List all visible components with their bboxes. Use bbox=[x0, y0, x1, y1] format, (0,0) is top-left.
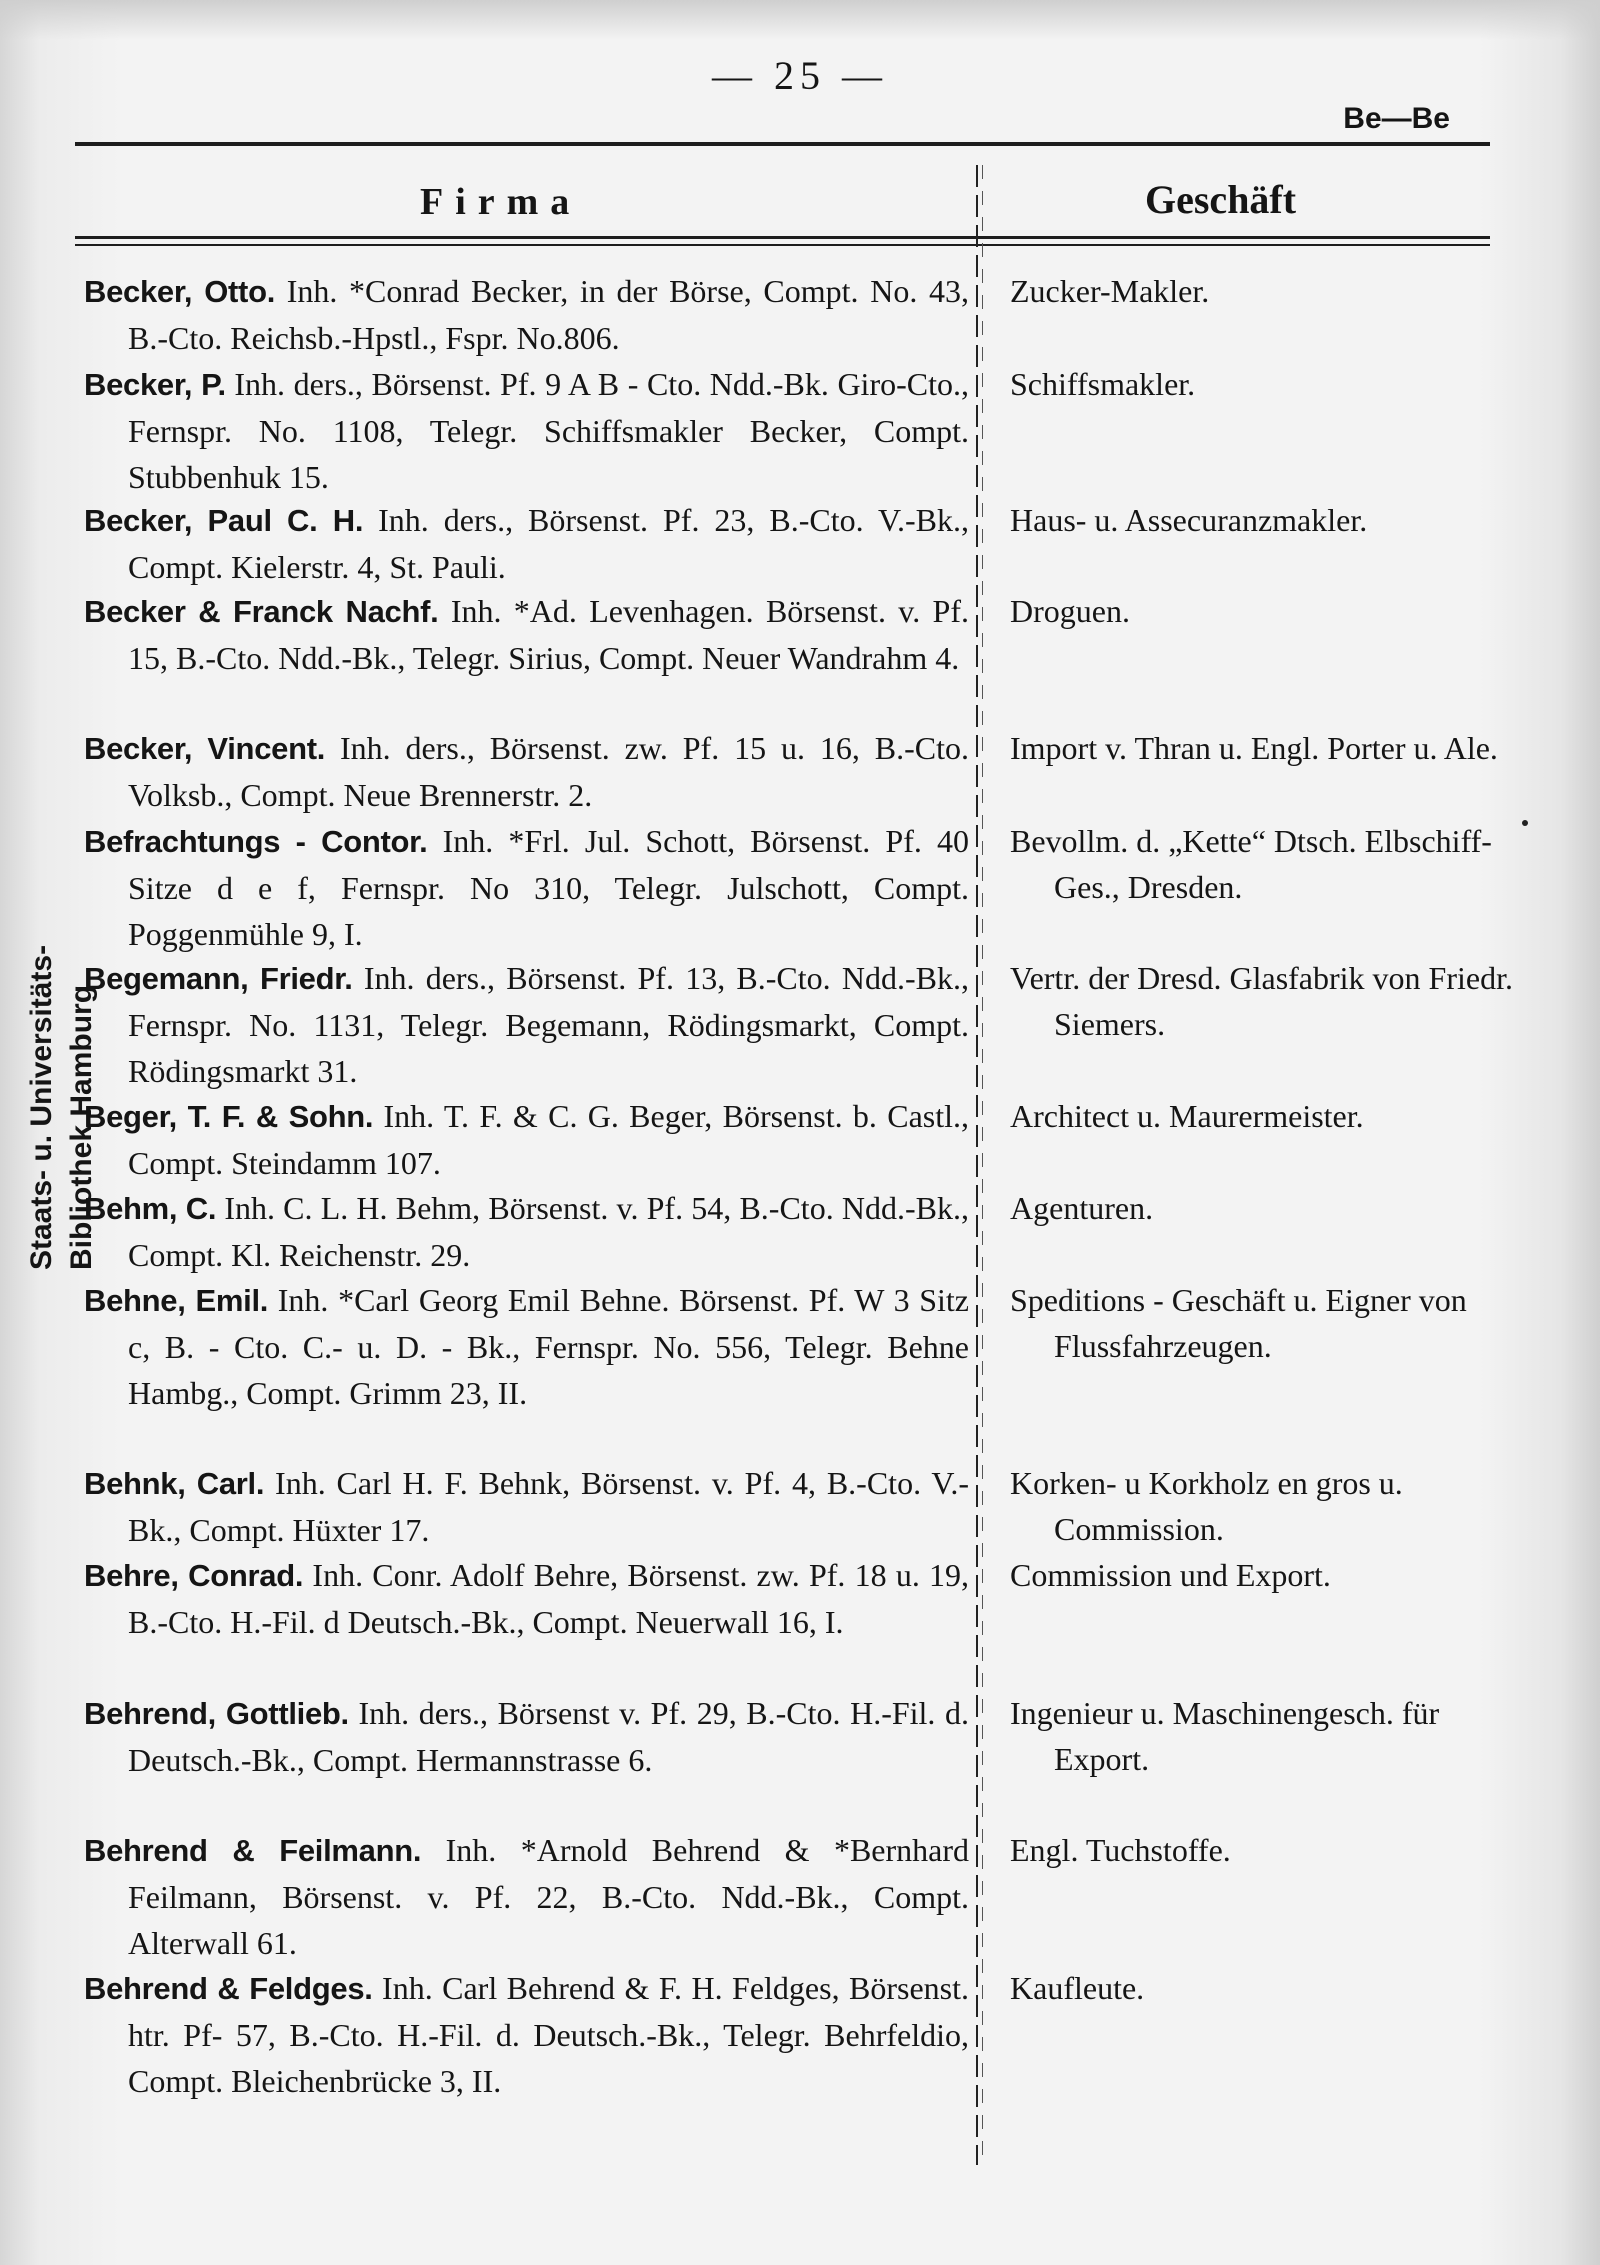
header-rule bbox=[75, 236, 1490, 239]
firm-cell bbox=[84, 1827, 969, 1966]
firm-details: Inh. C. L. H. Behm, Börsenst. v. Pf. 54, B.-Cto. Ndd.-Bk., Compt. Kl. Reichenstr. 29. bbox=[128, 1190, 969, 1273]
firm-name: Becker, P. bbox=[84, 367, 226, 402]
business-cell: Speditions - Geschäft u. Eigner von Flussfahrzeugen. bbox=[1010, 1282, 1467, 1364]
firm-name: Becker, Otto. bbox=[84, 274, 276, 309]
column-header-business: Geschäft bbox=[1145, 177, 1297, 222]
firm-cell bbox=[84, 818, 969, 957]
firm-cell bbox=[84, 497, 969, 590]
firm-details: Inh. ders., Börsenst v. Pf. 29, B.-Cto. H.-Fil. d. Deutsch.-Bk., Compt. Hermannstrasse 6. bbox=[128, 1695, 970, 1778]
firm-details: Inh. Carl Behrend & F. H. Feldges, Börsenst. htr. Pf- 57, B.-Cto. H.-Fil. d. Deutsch.-Bk., Telegr. Behrfeldio, Compt. Bleichenbrücke 3, II. bbox=[128, 1970, 970, 2099]
firm-cell bbox=[84, 1552, 969, 1645]
business-cell: Bevollm. d. „Kette“ Dtsch. Elbschiff-Ges., Dresden. bbox=[1010, 823, 1492, 905]
stamp-line-1: Staats- u. Universitäts- bbox=[25, 944, 58, 1270]
firm-cell bbox=[84, 955, 969, 1094]
business-cell: Kaufleute. bbox=[1010, 1970, 1145, 2006]
business-cell: Haus- u. Assecuranzmakler. bbox=[1010, 502, 1368, 538]
business-cell: Zucker-Makler. bbox=[1010, 273, 1210, 309]
firm-cell bbox=[84, 1093, 969, 1186]
firm-name: Behrend & Feilmann. bbox=[84, 1833, 422, 1868]
top-rule bbox=[75, 142, 1490, 146]
business-cell: Schiffsmakler. bbox=[1010, 366, 1196, 402]
firm-details: Inh. ders., Börsenst. Pf. 9 A B - Cto. Ndd.-Bk. Giro-Cto., Fernspr. No. 1108, Telegr. Schiffsmakler Becker, Compt. Stubbenhuk 15. bbox=[128, 366, 969, 495]
business-cell: Import v. Thran u. Engl. Porter u. Ale. bbox=[1010, 730, 1498, 766]
header-rule-secondary bbox=[75, 244, 1490, 246]
business-cell: Engl. Tuchstoffe. bbox=[1010, 1832, 1231, 1868]
business-cell: Architect u. Maurermeister. bbox=[1010, 1098, 1364, 1134]
business-cell: Agenturen. bbox=[1010, 1190, 1154, 1226]
firm-cell bbox=[84, 1965, 969, 2104]
business-cell: Korken- u Korkholz en gros u. Commission. bbox=[1010, 1465, 1403, 1547]
firm-name: Behre, Conrad. bbox=[84, 1558, 304, 1593]
firm-cell bbox=[84, 725, 969, 818]
firm-details: Inh. ders., Börsenst. Pf. 23, B.-Cto. V.-Bk., Compt. Kielerstr. 4, St. Pauli. bbox=[128, 502, 970, 585]
firm-cell bbox=[84, 1185, 969, 1278]
firm-name: Behnk, Carl. bbox=[84, 1466, 265, 1501]
page-range-label: Be—Be bbox=[1343, 102, 1450, 135]
firm-details: Inh. *Carl Georg Emil Behne. Börsenst. Pf. W 3 Sitz c, B. - Cto. C.- u. D. - Bk., Fernspr. No. 556, Telegr. Behne Hambg., Compt. Grimm 23, II. bbox=[128, 1282, 970, 1411]
firm-name: Behrend, Gottlieb. bbox=[84, 1696, 349, 1731]
firm-details: Inh. *Conrad Becker, in der Börse, Compt. No. 43, B.-Cto. Reichsb.-Hpstl., Fspr. No.806. bbox=[128, 273, 970, 356]
firm-details: Inh. Conr. Adolf Behre, Börsenst. zw. Pf. 18 u. 19, B.-Cto. H.-Fil. d Deutsch.-Bk., Compt. Neuerwall 16, I. bbox=[128, 1557, 970, 1640]
firm-cell bbox=[84, 361, 969, 500]
firm-details: Inh. T. F. & C. G. Beger, Börsenst. b. Castl., Compt. Steindamm 107. bbox=[128, 1098, 970, 1181]
firm-details: Inh. *Arnold Behrend & *Bernhard Feilmann, Börsenst. v. Pf. 22, B.-Cto. Ndd.-Bk., Compt. Alterwall 61. bbox=[128, 1832, 970, 1961]
business-cell: Commission und Export. bbox=[1010, 1557, 1331, 1593]
stamp-line-2: Bibliothek Hamburg bbox=[65, 984, 98, 1270]
firm-details: Inh. Carl H. F. Behnk, Börsenst. v. Pf. 4, B.-Cto. V.-Bk., Compt. Hüxter 17. bbox=[128, 1465, 970, 1548]
firm-cell bbox=[84, 1460, 969, 1553]
scan-edge-shadow bbox=[0, 0, 1600, 40]
firm-cell bbox=[84, 1277, 969, 1416]
firm-name: Becker, Paul C. H. bbox=[84, 503, 364, 538]
business-cell: Vertr. der Dresd. Glasfabrik von Friedr. Siemers. bbox=[1010, 960, 1513, 1042]
firm-name: Behm, C. bbox=[84, 1191, 217, 1226]
firm-name: Becker & Franck Nachf. bbox=[84, 594, 439, 629]
firm-cell bbox=[84, 268, 969, 361]
column-divider-secondary bbox=[982, 165, 983, 2165]
column-header-firm: Firma bbox=[420, 181, 582, 223]
column-divider bbox=[976, 165, 978, 2165]
firm-name: Becker, Vincent. bbox=[84, 731, 326, 766]
business-cell: Ingenieur u. Maschinengesch. für Export. bbox=[1010, 1695, 1440, 1777]
firm-name: Behrend & Feldges. bbox=[84, 1971, 373, 2006]
firm-cell bbox=[84, 1690, 969, 1783]
firm-details: Inh. *Frl. Jul. Schott, Börsenst. Pf. 40 Sitze d e f, Fernspr. No 310, Telegr. Julschott, Compt. Poggenmühle 9, I. bbox=[128, 823, 969, 952]
firm-name: Begemann, Friedr. bbox=[84, 961, 353, 996]
firm-name: Befrachtungs - Contor. bbox=[84, 824, 428, 859]
firm-details: Inh. ders., Börsenst. zw. Pf. 15 u. 16, B.-Cto. Volksb., Compt. Neue Brennerstr. 2. bbox=[128, 730, 970, 813]
page-number: — 25 — bbox=[712, 53, 888, 98]
firm-name: Behne, Emil. bbox=[84, 1283, 269, 1318]
firm-name: Beger, T. F. & Sohn. bbox=[84, 1099, 374, 1134]
firm-cell bbox=[84, 588, 969, 681]
firm-details: Inh. ders., Börsenst. Pf. 13, B.-Cto. Ndd.-Bk., Fernspr. No. 1131, Telegr. Begemann, Rödingsmarkt, Compt. Rödingsmarkt 31. bbox=[128, 960, 970, 1089]
business-cell: Droguen. bbox=[1010, 593, 1130, 629]
firm-details: Inh. *Ad. Levenhagen. Börsenst. v. Pf. 15, B.-Cto. Ndd.-Bk., Telegr. Sirius, Compt. Neuer Wandrahm 4. bbox=[128, 593, 970, 676]
